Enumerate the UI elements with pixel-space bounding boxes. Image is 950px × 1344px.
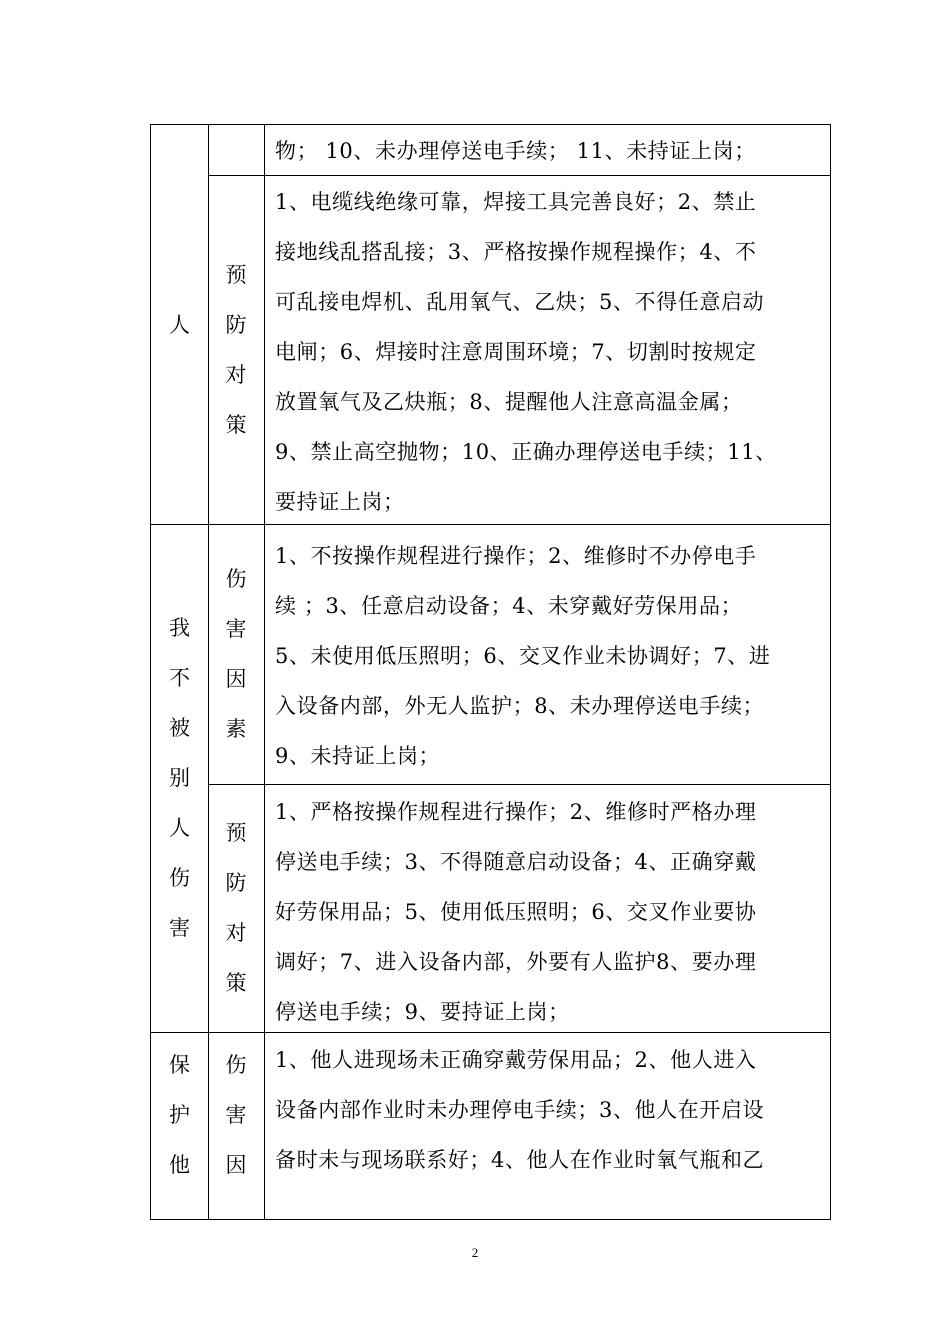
subcategory-prevention-1: 预 防 对 策 xyxy=(225,262,247,437)
category-person: 人 xyxy=(169,312,190,337)
page-number: 2 xyxy=(471,1245,479,1260)
subcategory-hazard-factors-2: 伤 害 因 xyxy=(225,1053,247,1177)
content-cell-prevention-1: 1、电缆线绝缘可靠，焊接工具完善良好；2、禁止 接地线乱搭乱接；3、严格按操作规程操作；4、不 可乱接电焊机、乱用氧气、乙炔；5、不得任意启动 电闸；6、焊接时注意周围环境；7、切割时按规定 放置氧气及乙炔瓶；8、提醒他人注意高温金属； 9、禁止高空抛物；10、正确办理停送电手续；11、 要持证上岗； xyxy=(275,190,777,514)
content-cell-prevention-2: 1、严格按操作规程进行操作；2、维修时严格办理 停送电手续；3、不得随意启动设备；4、正确穿戴 好劳保用品；5、使用低压照明；6、交叉作业要协 调好；7、进入设备内部，外要有人监护8、要办理 停送电手续；9、要持证上岗； xyxy=(275,800,757,1024)
subcategory-prevention-2: 预 防 对 策 xyxy=(225,821,247,995)
row-divider-3 xyxy=(208,784,830,785)
content-cell-continued: 物； 10、未办理停送电手续； 11、未持证上岗； xyxy=(275,139,756,163)
category-protect-others: 保 护 他 xyxy=(169,1053,190,1177)
column-divider-2 xyxy=(264,125,265,1219)
content-cell-hazard-2: 1、他人进现场未正确穿戴劳保用品；2、他人进入 设备内部作业时未办理停电手续；3、他人在开启设 备时未与现场联系好；4、他人在作业时氧气瓶和乙 xyxy=(275,1048,765,1172)
safety-table xyxy=(150,124,831,1220)
category-not-hurt-by-others: 我 不 被 别 人 伤 害 xyxy=(169,616,190,940)
subcategory-hazard-factors-1: 伤 害 因 素 xyxy=(225,567,247,741)
content-cell-hazard-1: 1、不按操作规程进行操作；2、维修时不办停电手 续 ；3、任意启动设备；4、未穿戴好劳保用品； 5、未使用低压照明；6、交叉作业未协调好；7、进 入设备内部，外无人监护；8、未办理停送电手续； 9、未持证上岗； xyxy=(275,544,771,768)
